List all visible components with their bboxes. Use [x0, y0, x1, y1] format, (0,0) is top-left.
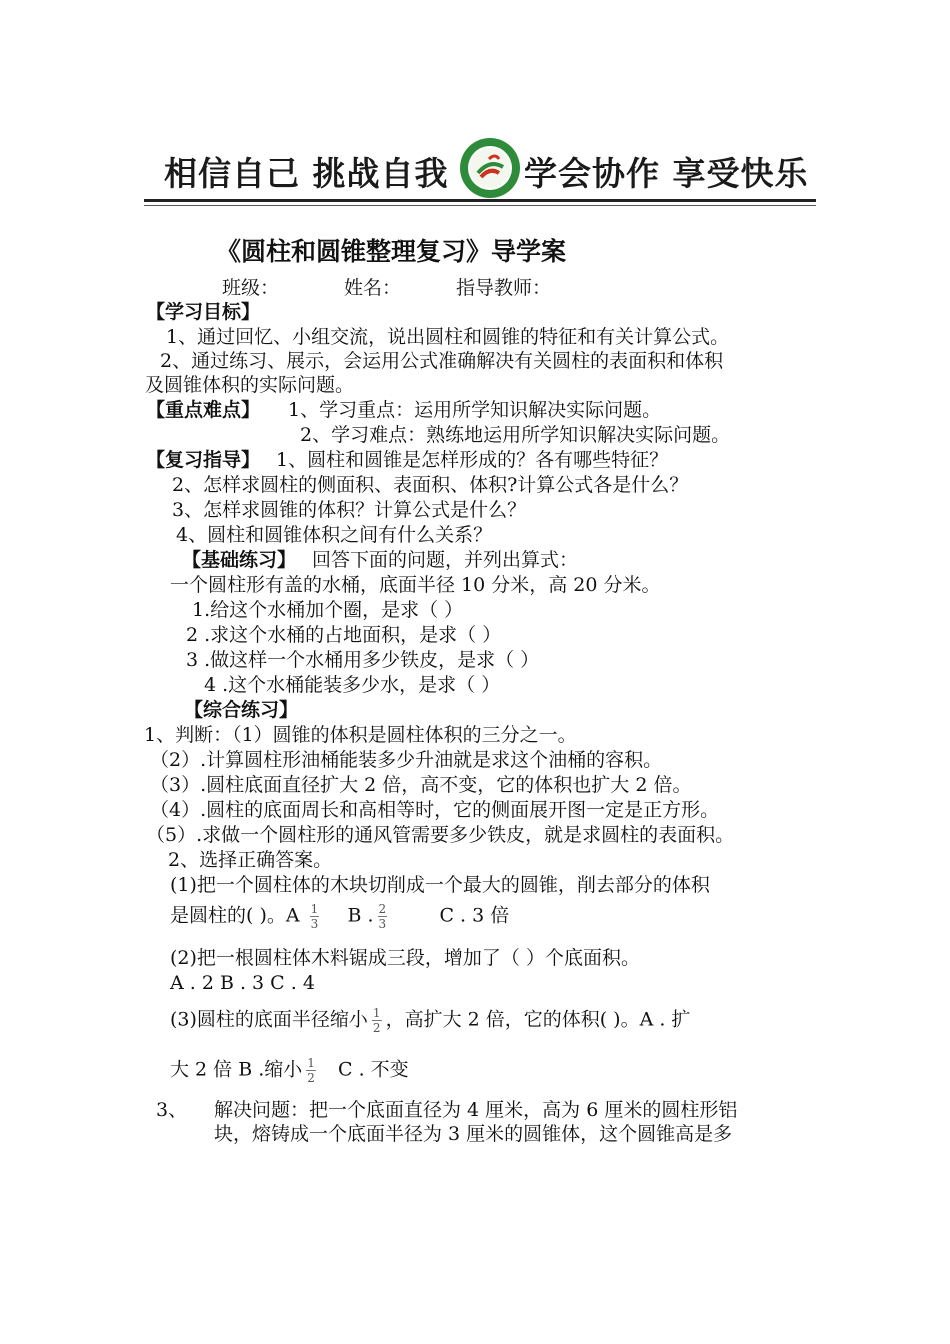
header-motto-right: 学会协作 享受快乐 [524, 154, 809, 193]
goal-line-2: 2、通过练习、展示，会运用公式准确解决有关圆柱的表面积和体积 [160, 350, 724, 372]
choice-3-line-b [170, 1056, 409, 1085]
guide-question-4: 4、圆柱和圆锥体积之间有什么关系？ [176, 524, 493, 546]
basic-intro: 回答下面的问题，并列出算式： [312, 549, 579, 571]
judge-item-2: （2）.计算圆柱形油桶能装多少升油就是求这个油桶的容积。 [150, 749, 663, 771]
guide-question-2: 2、怎样求圆柱的侧面积、表面积、体积?计算公式各是什么？ [172, 474, 689, 496]
choice-1-line-b [170, 902, 509, 931]
solve-line-2: 块，熔铸成一个底面半径为 3 厘米的圆锥体，这个圆锥高是多 [214, 1123, 733, 1145]
choice-1-stem: 是圆柱的( )。A [170, 904, 300, 927]
document-title: 《圆柱和圆锥整理复习》导学案 [216, 237, 567, 266]
choice-1-option-c: C . 3 倍 [439, 904, 510, 927]
solve-line-1: 解决问题：把一个底面直径为 4 厘米，高为 6 厘米的圆柱形铝 [214, 1099, 738, 1121]
goal-line-3: 及圆锥体积的实际问题。 [145, 374, 355, 396]
keypoints-heading: 【重点难点】 [146, 399, 261, 421]
fraction-two-thirds: $\frac{2}{3}$ [378, 902, 387, 931]
choice-3-stem: (3)圆柱的底面半径缩小 [170, 1008, 368, 1031]
keypoint-1: 1、学习重点：运用所学知识解决实际问题。 [288, 399, 662, 421]
choice-2-line: (2)把一根圆柱体木料锯成三段，增加了（ ）个底面积。 [170, 947, 640, 969]
choice-1-option-b: B . [347, 904, 374, 927]
class-label: 班级： [222, 277, 280, 299]
teacher-label: 指导教师： [456, 277, 552, 299]
judge-item-5: （5）.求做一个圆柱形的通风管需要多少铁皮，就是求圆柱的表面积。 [146, 824, 735, 846]
guide-question-3: 3、怎样求圆锥的体积？计算公式是什么？ [172, 499, 527, 521]
keypoint-2: 2、学习难点：熟练地运用所学知识解决实际问题。 [300, 424, 731, 446]
basic-item-3: 3 .做这样一个水桶用多少铁皮，是求（ ） [186, 649, 540, 671]
name-label: 姓名： [344, 277, 402, 299]
judge-item-4: （4）.圆柱的底面周长和高相等时，它的侧面展开图一定是正方形。 [150, 799, 720, 821]
header-motto-left: 相信自己 挑战自我 [164, 154, 449, 193]
solve-number: 3、 [156, 1099, 188, 1121]
basic-item-2: 2 .求这个水桶的占地面积，是求（ ） [186, 624, 502, 646]
judge-item-3: （3）.圆柱底面直径扩大 2 倍，高不变，它的体积也扩大 2 倍。 [150, 774, 692, 796]
fraction-one-third: $\frac{1}{3}$ [310, 902, 319, 931]
header-divider [144, 199, 816, 202]
fraction-one-half-2: $\frac{1}{2}$ [307, 1056, 315, 1085]
header-divider-thin [144, 205, 816, 206]
choice-3-option-c: C . 不变 [338, 1058, 409, 1081]
choice-3-line-a [170, 1006, 690, 1035]
choice-3-stem-cont: ，高扩大 2 倍，它的体积( )。A . 扩 [385, 1008, 691, 1031]
choose-heading: 2、选择正确答案。 [168, 849, 333, 871]
choice-1-line-a: (1)把一个圆柱体的木块切削成一个最大的圆锥，削去部分的体积 [170, 874, 710, 896]
fraction-one-half: $\frac{1}{2}$ [372, 1006, 381, 1035]
basic-scenario: 一个圆柱形有盖的水桶，底面半径 10 分米，高 20 分米。 [170, 574, 661, 596]
goal-line-1: 1、通过回忆、小组交流，说出圆柱和圆锥的特征和有关计算公式。 [166, 326, 730, 348]
guide-question-1: 1、圆柱和圆锥是怎样形成的？各有哪些特征？ [276, 449, 669, 471]
judge-item-1: 1、判断：（1）圆锥的体积是圆柱体积的三分之一。 [144, 724, 577, 746]
goals-heading: 【学习目标】 [146, 301, 261, 323]
choice-2-options: A . 2 B . 3 C . 4 [170, 972, 315, 994]
basic-heading: 【基础练习】 [182, 549, 297, 571]
school-logo-icon [459, 137, 521, 199]
choice-3-options: 大 2 倍 B .缩小 [170, 1058, 303, 1081]
basic-item-1: 1.给这个水桶加个圈，是求（ ） [192, 599, 464, 621]
guide-heading: 【复习指导】 [146, 449, 261, 471]
basic-item-4: 4 .这个水桶能装多少水，是求（ ） [204, 674, 501, 696]
comprehensive-heading: 【综合练习】 [184, 699, 299, 721]
